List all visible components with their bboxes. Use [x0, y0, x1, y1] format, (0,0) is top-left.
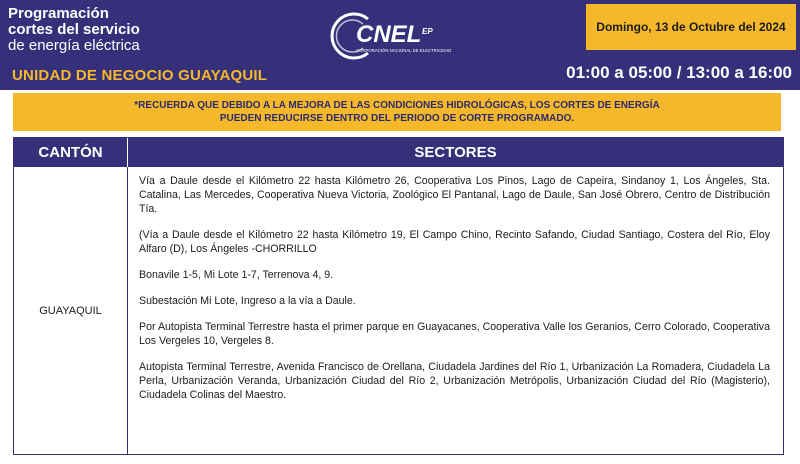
logo-wordmark: CNEL	[356, 21, 422, 48]
sector-item: (Vía a Daule desde el Kilómetro 22 hasta Kilómetro 19, El Campo Chino, Recinto Safando, Ciudad Santiago, Costera del Río, Eloy Alfaro (D), Los Ángeles -CHORRILLO	[139, 229, 770, 255]
notice-line-1: *RECUERDA QUE DEBIDO A LA MEJORA DE LAS CONDICIONES HIDROLÓGICAS, LOS CORTES DE ENERGÍA	[134, 100, 660, 111]
logo-subtitle: CORPORACIÓN NACIONAL DE ELECTRICIDAD	[356, 48, 452, 53]
sector-item: Por Autopista Terminal Terrestre hasta el primer parque en Guayacanes, Cooperativa Valle los Geranios, Cerro Colorado, Cooperativa Los Vergeles 10, Vergeles 8.	[139, 321, 770, 347]
date-badge: Domingo, 13 de Octubre del 2024	[586, 4, 796, 50]
table-header	[14, 138, 783, 167]
sectores-header: SECTORES	[127, 138, 783, 167]
title-line-1: Programación	[8, 5, 109, 22]
title-line-2: cortes del servicio	[8, 21, 140, 38]
notice-banner	[13, 93, 781, 131]
header-banner	[0, 0, 800, 90]
header-title	[8, 6, 140, 54]
table-row	[14, 167, 783, 454]
notice-line-2: PUEDEN REDUCIRSE DENTRO DEL PERIODO DE CORTE PROGRAMADO.	[219, 113, 575, 124]
time-range: 01:00 a 05:00 / 13:00 a 16:00	[566, 63, 792, 82]
cnel-logo	[330, 10, 480, 62]
sector-item: Bonavile 1-5, Mi Lote 1-7, Terrenova 4, 9.	[139, 269, 334, 281]
outage-table	[13, 137, 784, 455]
sector-item: Subestación Mi Lote, Ingreso a la vía a Daule.	[139, 295, 356, 307]
canton-cell: GUAYAQUIL	[14, 167, 128, 454]
canton-header: CANTÓN	[38, 144, 103, 161]
sector-item: Autopista Terminal Terrestre, Avenida Francisco de Orellana, Ciudadela Jardines del Río 1, Urbanización La Romadera, Ciudadela La Perla, Urbanización Veranda, Urbanización Ciudad del Río 2, Urbanización Metrópolis, Urbanización Ciudad del Río (Magisterio), Ciudadela Colinas del Maestro.	[139, 361, 770, 401]
sector-item: Vía a Daule desde el Kilómetro 22 hasta Kilómetro 26, Cooperativa Los Pinos, Lago de Capeira, Sindanoy 1, Los Ángeles, Sta. Catalina, Las Mercedes, Cooperativa Nueva Victoria, Zoológico El Pantanal, Lago de Daule, San José Obrero, Centro de Distribución Tía.	[139, 175, 770, 215]
business-unit-title: UNIDAD DE NEGOCIO GUAYAQUIL	[12, 67, 268, 84]
logo-suffix: EP	[422, 27, 433, 36]
sectors-cell	[128, 167, 783, 454]
title-line-3: de energía eléctrica	[8, 37, 140, 54]
